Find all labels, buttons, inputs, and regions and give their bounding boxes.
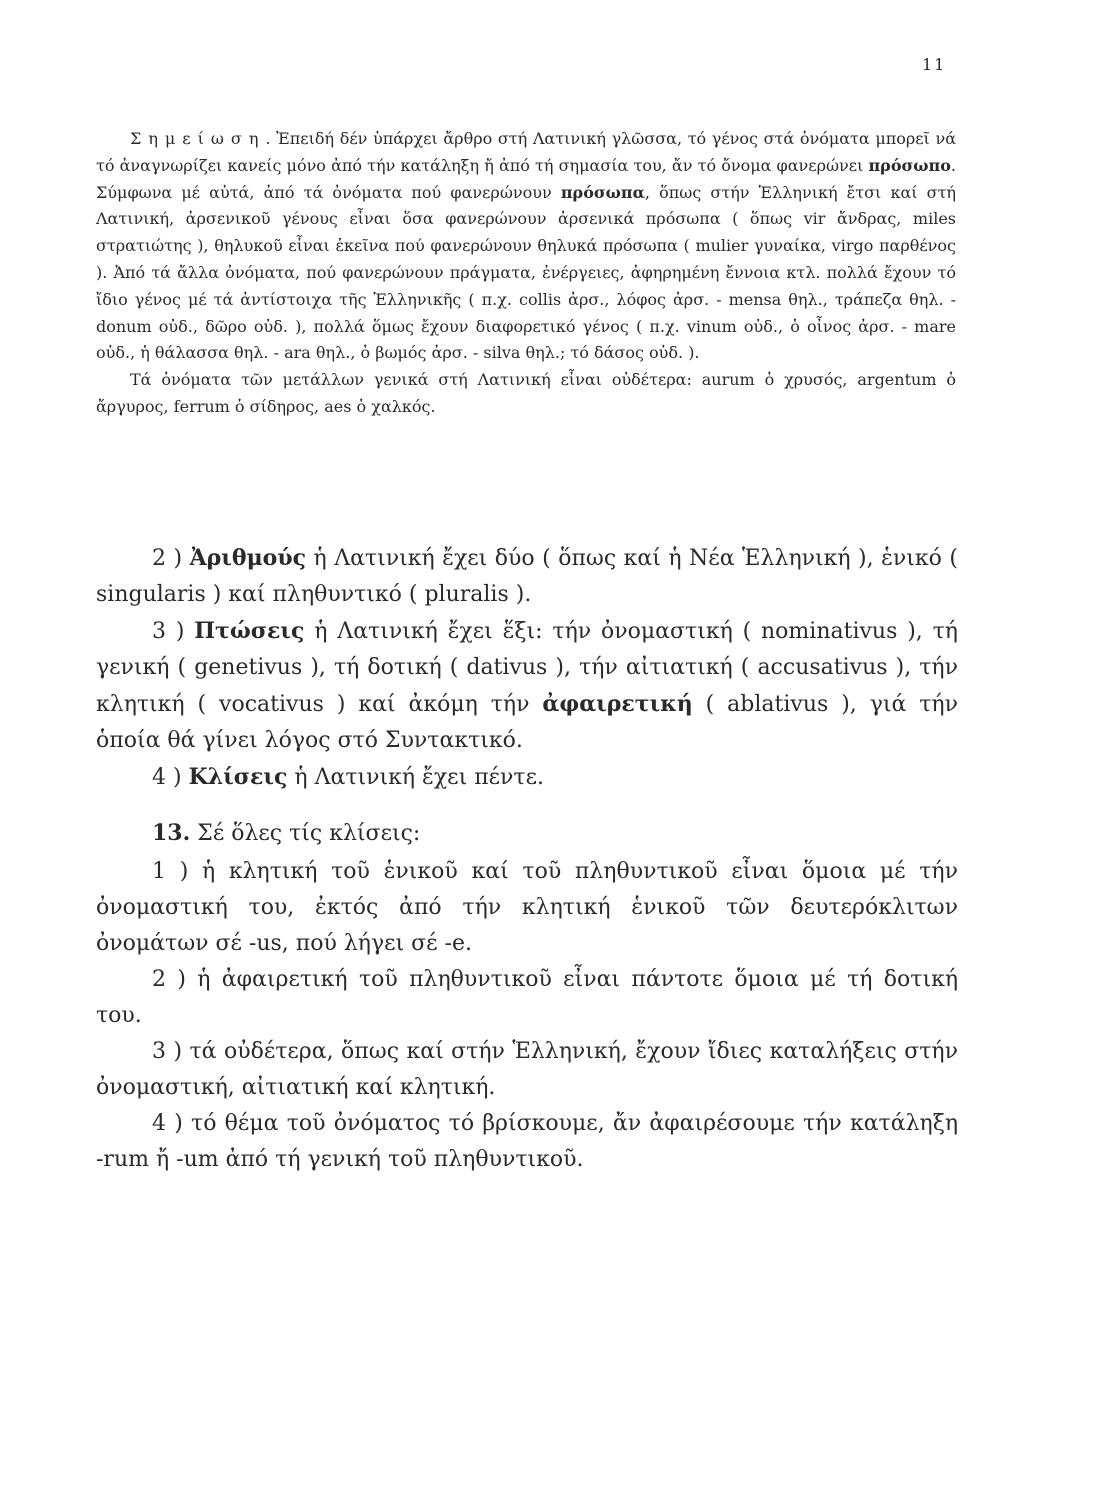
item-3-term: Πτώσεις [194, 618, 305, 644]
section-13-number: 13. [152, 820, 191, 846]
item-4 [96, 759, 958, 796]
item-4-term: Κλίσεις [188, 764, 288, 790]
note-paragraph-1 [96, 126, 956, 367]
section-13 [96, 815, 958, 1178]
item-4-number: 4 ) [152, 765, 189, 790]
note-text-d: , ὅπως στήν Ἑλληνική ἔτσι καί στή Λατινική, ἀρσενικοῦ γένους εἶναι ὅσα φανερώνουν ἀρσενικά πρόσωπα ( ὅπως vir ἄνδρας, miles στρατιώτης ), θηλυκοῦ εἶναι ἐκεῖνα πού φανερώνουν θηλυκά πρόσωπα ( mulier γυναίκα, virgo παρθένος ). Ἀπό τά ἄλλα ὀνόματα, πού φανερώνουν πράγματα, ἐνέργειες, ἀφηρημένη ἔννοια κτλ. πολλά ἔχουν τό ἴδιο γένος μέ τά ἀντίστοιχα τῆς Ἑλληνικῆς ( π.χ. collis ἀρσ., λόφος ἀρσ. - mensa θηλ., τράπεζα θηλ. - donum οὐδ., δῶρο οὐδ. ), πολλά ὅμως ἔχουν διαφορετικό γένος ( π.χ. vinum οὐδ., ὁ οἶνος ἀρσ. - mare οὐδ., ἡ θάλασσα θηλ. - ara θηλ., ὁ βωμός ἀρσ. - silva θηλ.; τό δάσος οὐδ. ). [96, 182, 957, 363]
section-13-heading [96, 815, 958, 852]
rule-2: 2 ) ἡ ἀφαιρετική τοῦ πληθυντικοῦ εἶναι πάντοτε ὅμοια μέ τή δοτική του. [96, 967, 958, 1028]
item-2-term: Ἀριθμούς [189, 545, 307, 571]
item-2 [96, 540, 958, 613]
page-number: 11 [922, 55, 947, 74]
note-text-a: . Ἐπειδή δέν ὑπάρχει ἄρθρο στή Λατινική γλῶσσα, τό γένος στά ὀνόματα μπορεῖ νά τό ἀναγνωρίζει κανείς μόνο ἀπό τήν κατάληξη ἤ ἀπό τή σημασία του, ἄν τό ὄνομα φανερώνει [96, 129, 956, 175]
note-bold-term-1: πρόσωπο [868, 155, 951, 175]
item-3-term-2: ἀφαιρετική [542, 691, 693, 717]
note-label: Σημείωση [130, 129, 266, 148]
rule-3: 3 ) τά οὐδέτερα, ὅπως καί στήν Ἑλληνική, ἔχουν ἴδιες καταλήξεις στήν ὀνομαστική, αἰτιατική καί κλητική. [96, 1039, 958, 1100]
item-2-text: ἡ Λατινική ἔχει δύο ( ὅπως καί ἡ Νέα Ἑλληνική ), ἑνικό ( singularis ) καί πληθυντικό ( pluralis ). [96, 546, 958, 607]
rule-4: 4 ) τό θέμα τοῦ ὀνόματος τό βρίσκουμε, ἄν ἀφαιρέσουμε τήν κατάληξη -rum ἤ -um ἀπό τή γενική τοῦ πληθυντικοῦ. [96, 1111, 958, 1172]
note-section [96, 126, 956, 421]
item-2-number: 2 ) [152, 546, 190, 571]
item-3 [96, 613, 958, 759]
rule-1: 1 ) ἡ κλητική τοῦ ἑνικοῦ καί τοῦ πληθυντικοῦ εἶναι ὅμοια μέ τήν ὀνομαστική του, ἐκτός ἀπό τήν κλητική ἑνικοῦ τῶν δευτερόκλιτων ὀνομάτων σέ -us, πού λήγει σέ -e. [96, 859, 958, 956]
items-section [96, 540, 958, 796]
item-3-text-a: ἡ Λατινική ἔχει ἕξι: τήν ὀνομαστική ( nominativus ), τή γενική ( genetivus ), τή δοτική ( dativus ), τήν αἰτιατική ( accusativus ), τήν κλητική ( vocativus ) καί ἀκόμη τήν [96, 619, 958, 717]
note-bold-term-2: πρόσωπα [560, 182, 645, 202]
section-13-title: Σέ ὅλες τίς κλίσεις: [190, 821, 421, 846]
note-paragraph-2: Τά ὀνόματα τῶν μετάλλων γενικά στή Λατινική εἶναι οὐδέτερα: aurum ὁ χρυσός, argentum ὁ ἄργυρος, ferrum ὁ σίδηρος, aes ὁ χαλκός. [96, 370, 957, 416]
item-4-text: ἡ Λατινική ἔχει πέντε. [287, 765, 544, 790]
item-3-number: 3 ) [152, 619, 195, 644]
note-text-c: . Σύμφωνα μέ αὐτά, ἀπό τά ὀνόματα πού φανερώνουν [96, 155, 956, 202]
item-3-text-b: ( ablativus ), γιά τήν ὁποία θά γίνει λόγος στό Συντακτικό. [96, 692, 958, 753]
